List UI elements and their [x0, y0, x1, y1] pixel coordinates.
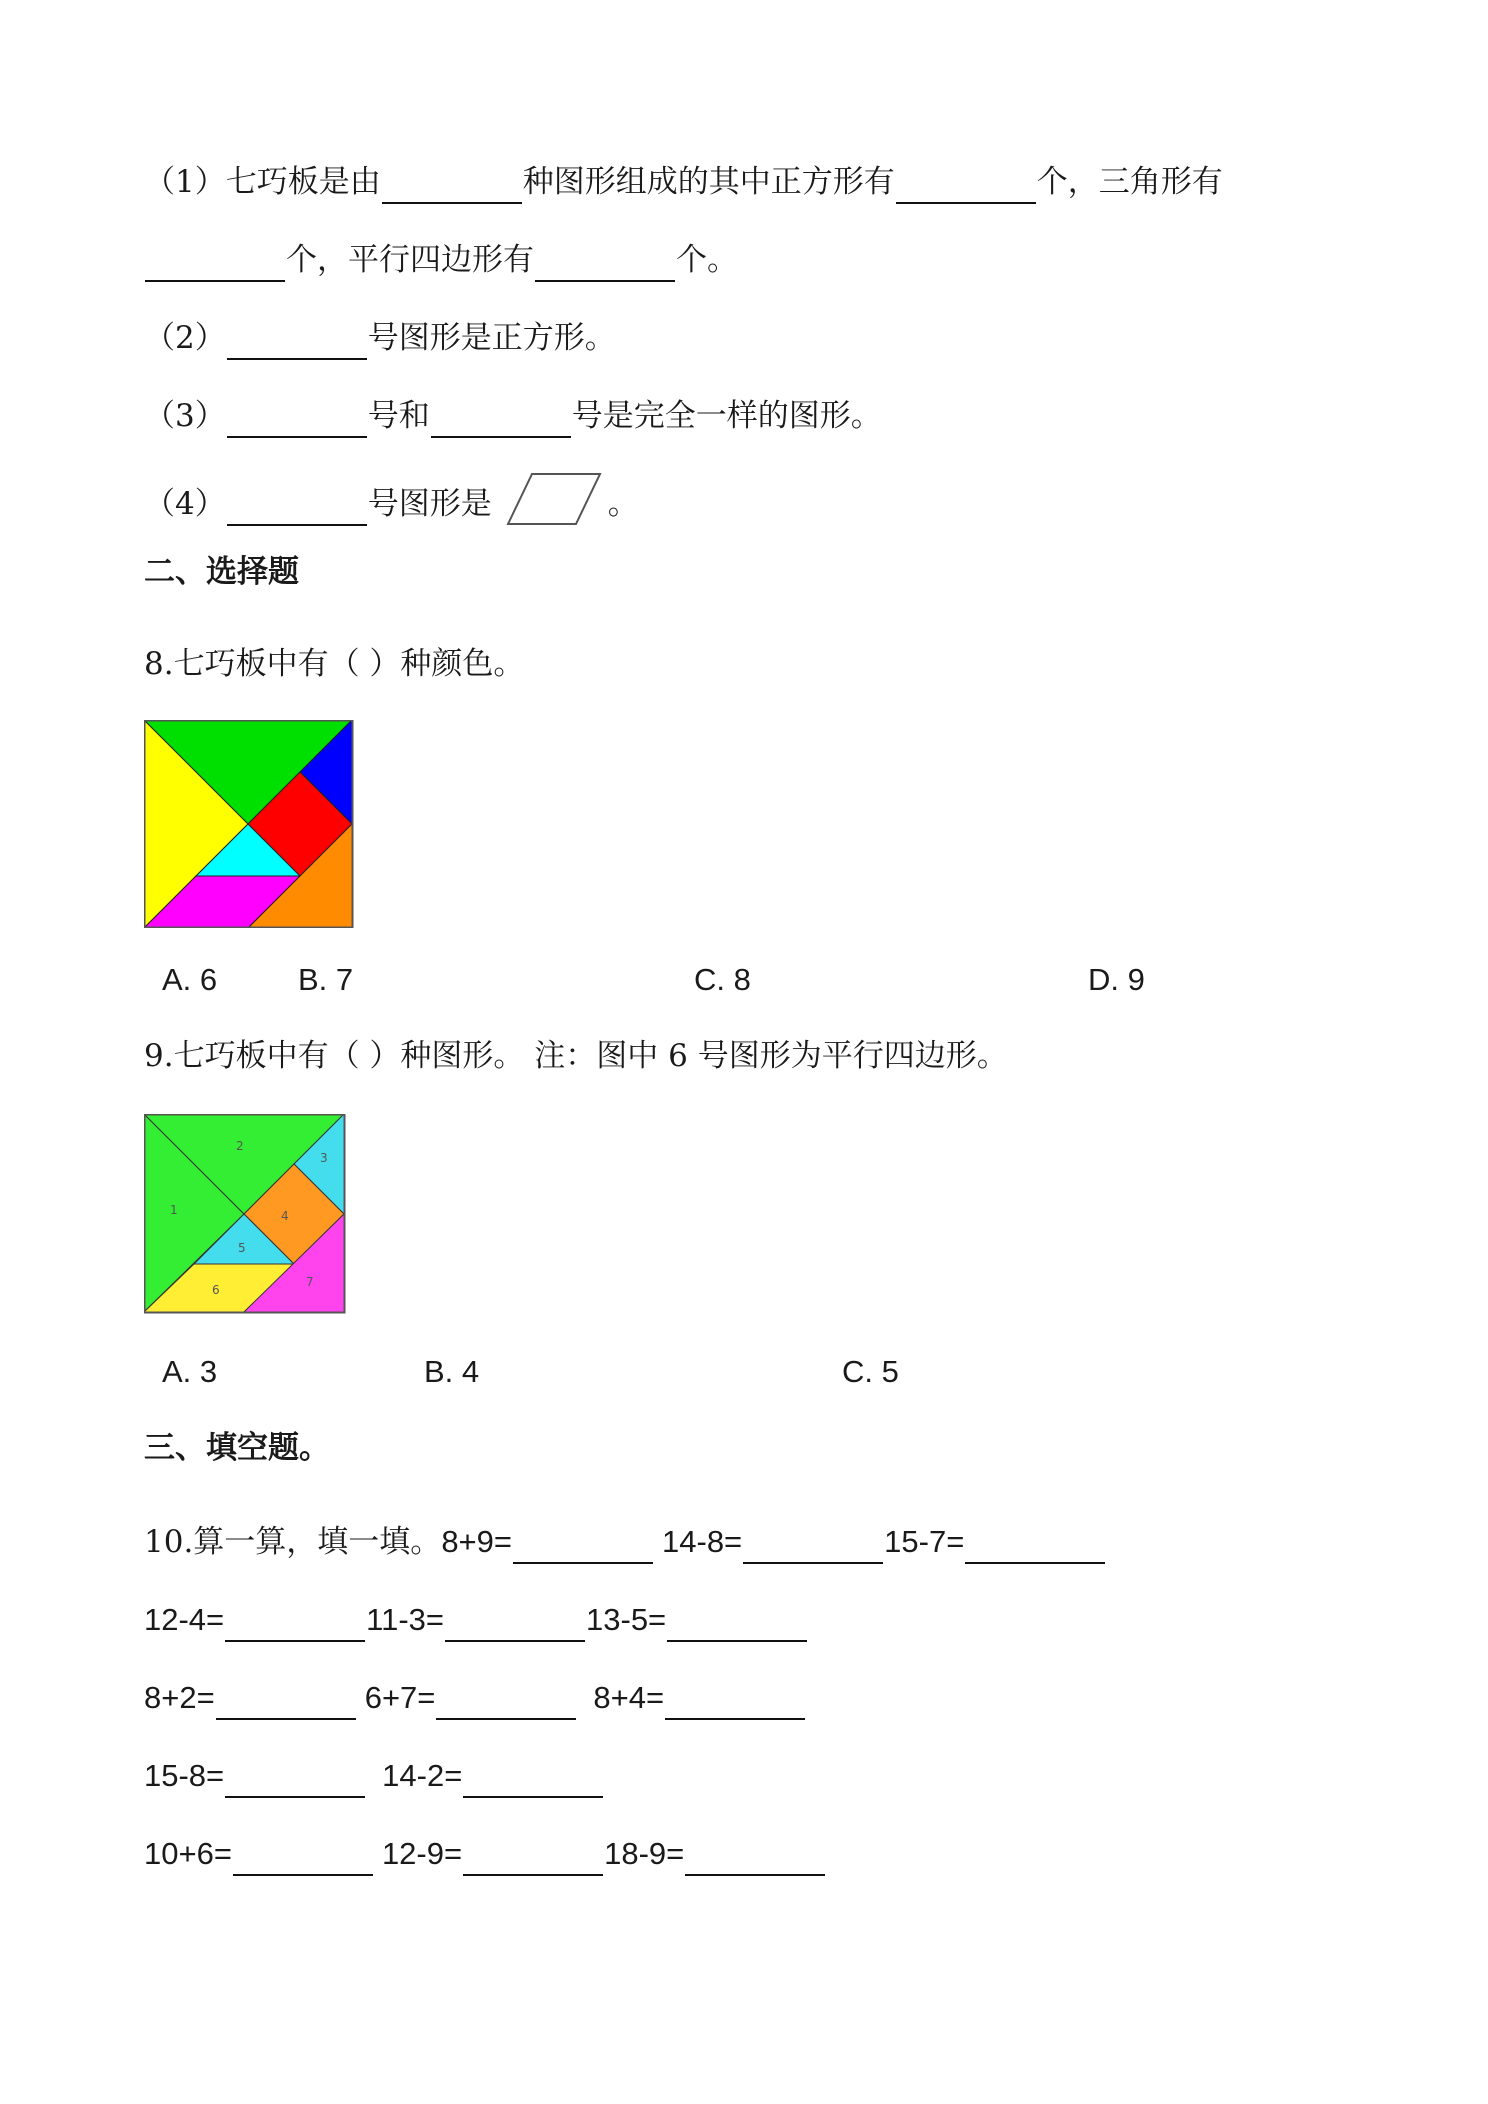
- expr: 18-9=: [604, 1836, 685, 1871]
- answer-blank[interactable]: [463, 1760, 603, 1798]
- section-heading-choice: 二、选择题: [144, 554, 299, 590]
- q9-option-b[interactable]: B. 4: [424, 1354, 480, 1389]
- q10-row-2: [144, 1598, 808, 1642]
- q8-option-c[interactable]: C. 8: [694, 962, 751, 997]
- expr: 13-5=: [586, 1602, 667, 1637]
- answer-blank[interactable]: [513, 1526, 653, 1564]
- answer-blank[interactable]: [685, 1838, 825, 1876]
- q9-option-c[interactable]: C. 5: [842, 1354, 899, 1389]
- q8-stem: 8.七巧板中有（ ）种颜色。: [144, 646, 525, 682]
- q7-part1-text-d: 个，平行四边形有: [286, 242, 534, 278]
- piece-label-6: 6: [212, 1283, 220, 1297]
- expr: 12-4=: [144, 1602, 225, 1637]
- answer-blank[interactable]: [216, 1682, 356, 1720]
- parallelogram-shape-icon: [506, 472, 602, 526]
- expr: 8+2=: [144, 1680, 215, 1715]
- q9-option-a[interactable]: A. 3: [162, 1354, 218, 1389]
- q7-part3-prefix: （3）: [144, 398, 226, 434]
- q10-row-4: [144, 1754, 604, 1798]
- expr: 12-9=: [381, 1836, 463, 1871]
- answer-blank[interactable]: [665, 1682, 805, 1720]
- q10-row-5: [144, 1832, 826, 1876]
- q7-part1-line1: [144, 160, 1223, 204]
- answer-blank[interactable]: [445, 1604, 585, 1642]
- q8-option-b[interactable]: B. 7: [298, 962, 354, 997]
- q7-part1-text-a: （1）七巧板是由: [144, 164, 381, 200]
- piece-label-2: 2: [236, 1139, 244, 1153]
- answer-blank[interactable]: [225, 1760, 365, 1798]
- q7-part1-text-c: 个，三角形有: [1036, 164, 1223, 200]
- q7-part1-line2: [144, 238, 738, 282]
- q9-tangram-figure: [144, 1114, 346, 1314]
- answer-blank[interactable]: [667, 1604, 807, 1642]
- answer-blank[interactable]: [896, 166, 1036, 204]
- expr: 10+6=: [144, 1836, 232, 1871]
- q7-part3-text-a: 号和: [367, 398, 430, 434]
- q7-part1-text-b: 种图形组成的其中正方形有: [522, 164, 895, 200]
- q7-part2-line: [144, 316, 616, 360]
- q7-part3-line: [144, 394, 882, 438]
- answer-blank[interactable]: [233, 1838, 373, 1876]
- q7-part4-prefix: （4）: [144, 486, 226, 522]
- q7-part4-end: 。: [607, 486, 639, 522]
- piece-label-1: 1: [170, 1203, 178, 1217]
- q8-option-d[interactable]: D. 9: [1088, 962, 1145, 997]
- q10-row-1: [144, 1520, 1106, 1564]
- answer-blank[interactable]: [227, 400, 367, 438]
- answer-blank[interactable]: [436, 1682, 576, 1720]
- q7-part1-text-e: 个。: [676, 242, 738, 278]
- expr: 15-8=: [144, 1758, 225, 1793]
- answer-blank[interactable]: [145, 244, 285, 282]
- piece-label-3: 3: [320, 1151, 328, 1165]
- piece-label-7: 7: [306, 1275, 314, 1289]
- piece-label-4: 4: [281, 1209, 289, 1223]
- q10-stem: 10.算一算，填一填。: [144, 1524, 442, 1560]
- answer-blank[interactable]: [431, 400, 571, 438]
- q7-part2-prefix: （2）: [144, 320, 226, 356]
- q7-part2-text: 号图形是正方形。: [367, 320, 616, 356]
- answer-blank[interactable]: [227, 322, 367, 360]
- q8-tangram-figure: [144, 720, 354, 928]
- q7-part4-text: 号图形是: [367, 486, 492, 522]
- answer-blank[interactable]: [965, 1526, 1105, 1564]
- section-heading-fill: 三、填空题。: [144, 1430, 330, 1466]
- expr: 14-8=: [662, 1524, 743, 1559]
- answer-blank[interactable]: [225, 1604, 365, 1642]
- expr: 8+4=: [593, 1680, 665, 1715]
- expr: 6+7=: [364, 1680, 436, 1715]
- piece-label-5: 5: [238, 1241, 246, 1255]
- answer-blank[interactable]: [535, 244, 675, 282]
- expr: 15-7=: [884, 1524, 965, 1559]
- answer-blank[interactable]: [743, 1526, 883, 1564]
- expr: 11-3=: [366, 1602, 445, 1637]
- q9-stem: 9.七巧板中有（ ）种图形。 注：图中 6 号图形为平行四边形。: [144, 1038, 1008, 1074]
- q7-part3-text-b: 号是完全一样的图形。: [571, 398, 882, 434]
- expr: 8+9=: [441, 1524, 513, 1559]
- q7-part4-line: [144, 472, 639, 522]
- expr: 14-2=: [382, 1758, 463, 1793]
- q10-row-3: [144, 1676, 806, 1720]
- q8-option-a[interactable]: A. 6: [162, 962, 218, 997]
- answer-blank[interactable]: [382, 166, 522, 204]
- answer-blank[interactable]: [227, 488, 367, 526]
- answer-blank[interactable]: [463, 1838, 603, 1876]
